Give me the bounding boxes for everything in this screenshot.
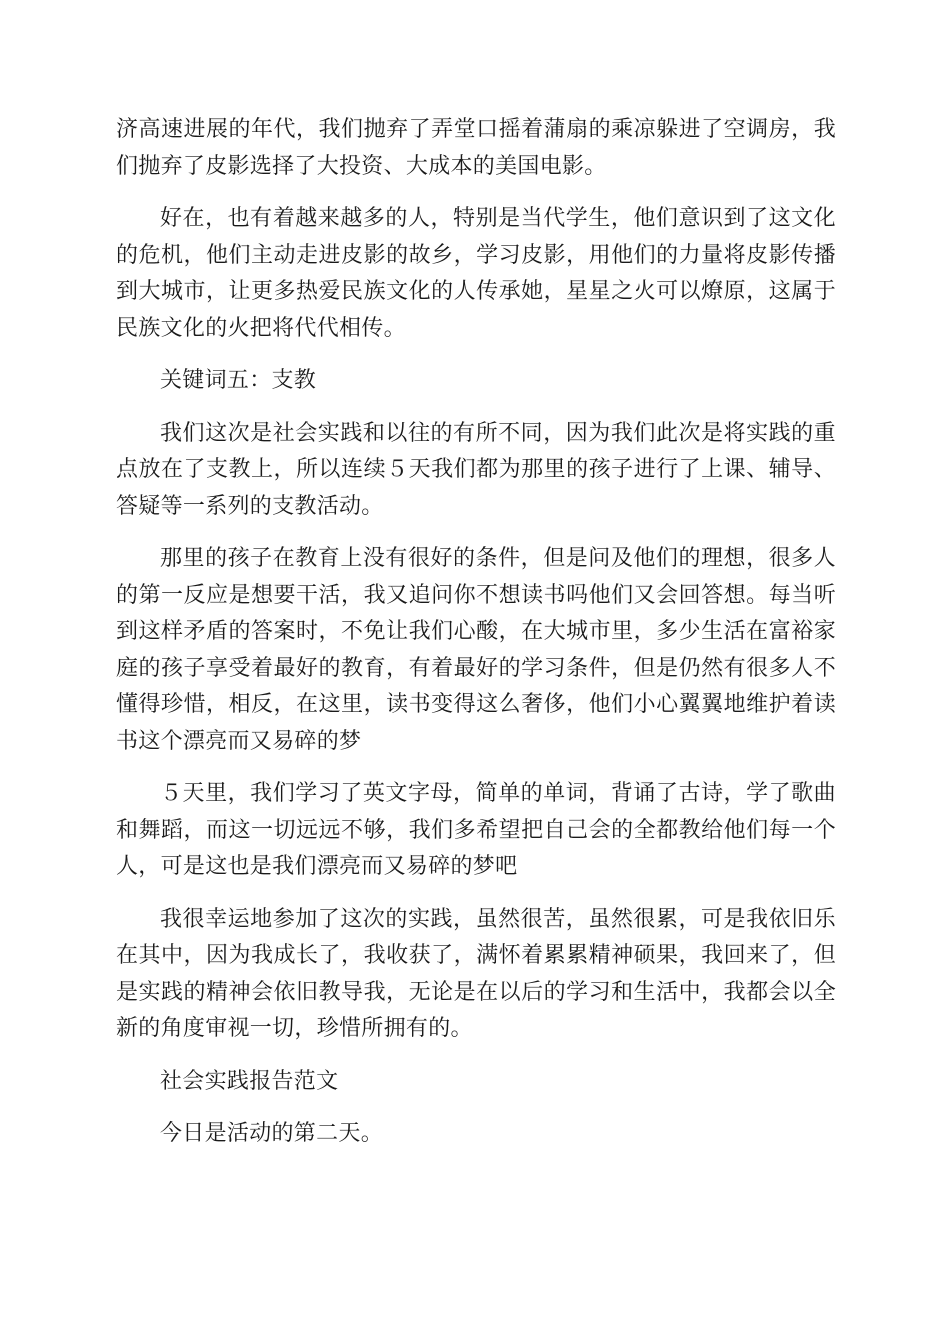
paragraph-7: 我很幸运地参加了这次的实践，虽然很苦，虽然很累，可是我依旧乐在其中，因为我成长了，我收获了，满怀着累累精神硕果，我回来了，但是实践的精神会依旧教导我，无论是在以后的学习和生活中，我都会以全新的角度审视一切，珍惜所拥有的。 <box>116 906 836 1041</box>
paragraph-1: 济高速进展的年代，我们抛弃了弄堂口摇着蒲扇的乘凉躲进了空调房，我们抛弃了皮影选择了大投资、大成本的美国电影。 <box>116 117 836 179</box>
section-heading-keyword-five: 关键词五：支教 <box>160 368 317 393</box>
paragraph-6: ５天里，我们学习了英文字母，简单的单词，背诵了古诗，学了歌曲和舞蹈，而这一切远远不够，我们多希望把自己会的全都教给他们每一个人，可是这也是我们漂亮而又易碎的梦吧 <box>116 781 836 879</box>
document-page <box>116 112 836 1169</box>
paragraph-2: 好在，也有着越来越多的人，特别是当代学生，他们意识到了这文化的危机，他们主动走进皮影的故乡，学习皮影，用他们的力量将皮影传播到大城市，让更多热爱民族文化的人传承她，星星之火可以燎原，这属于民族文化的火把将代代相传。 <box>116 206 836 341</box>
paragraph-4: 我们这次是社会实践和以往的有所不同，因为我们此次是将实践的重点放在了支教上，所以连续５天我们都为那里的孩子进行了上课、辅导、答疑等一系列的支教活动。 <box>116 420 836 519</box>
section-heading-report-sample: 社会实践报告范文 <box>160 1068 339 1094</box>
paragraph-9: 今日是活动的第二天。 <box>160 1121 384 1146</box>
paragraph-5: 那里的孩子在教育上没有很好的条件，但是问及他们的理想，很多人的第一反应是想要干活，我又追问你不想读书吗他们又会回答想。每当听到这样矛盾的答案时，不免让我们心酸，在大城市里，多少生活在富裕家庭的孩子享受着最好的教育，有着最好的学习条件，但是仍然有很多人不懂得珍惜，相反，在这里，读书变得这么奢侈，他们小心翼翼地维护着读书这个漂亮而又易碎的梦 <box>116 546 836 754</box>
